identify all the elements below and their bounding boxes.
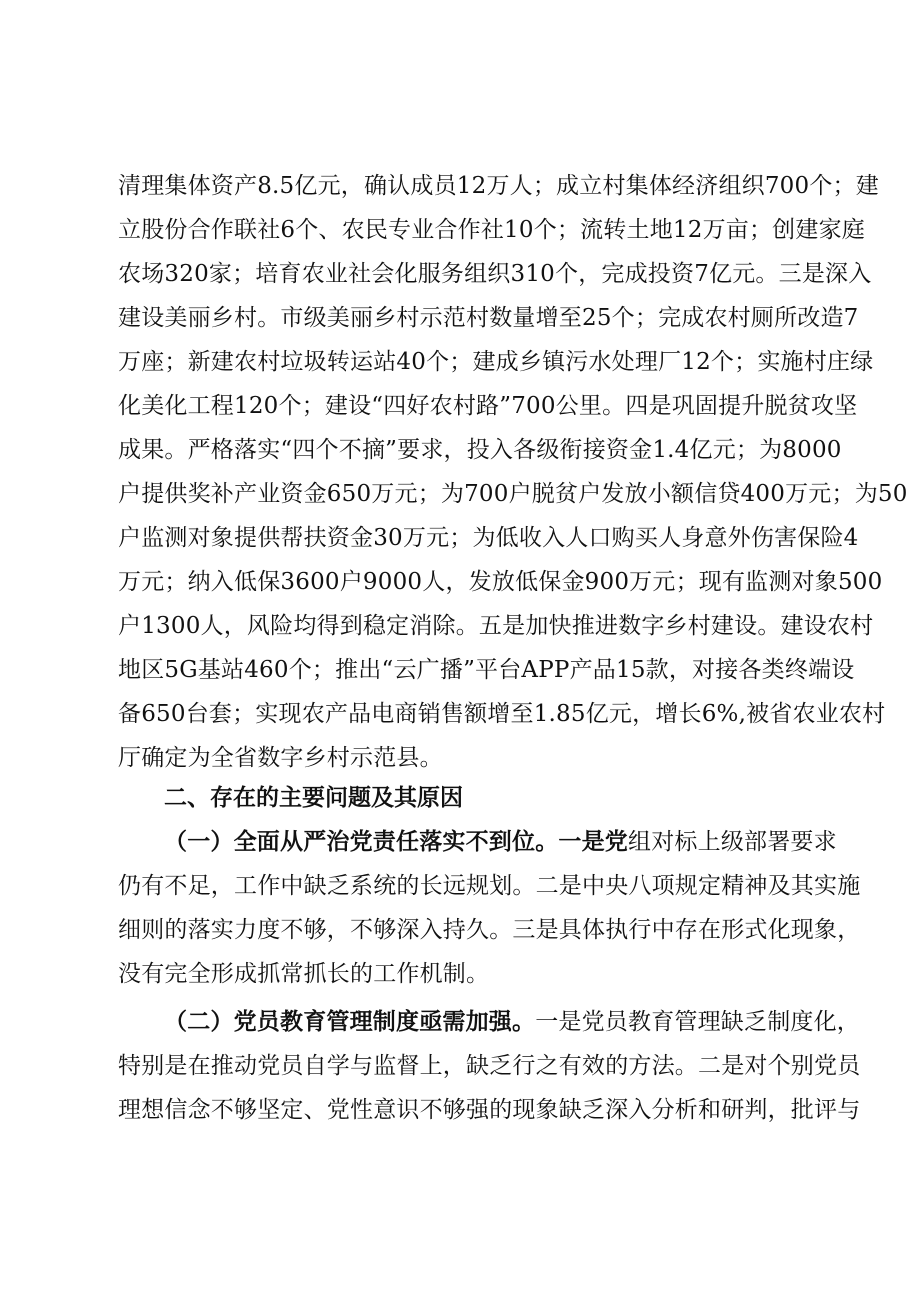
- text-line: 地区5G基站460个；推出“云广播”平台APP产品15款，对接各类终端设: [118, 657, 855, 683]
- text-line: 立股份合作联社6个、农民专业合作社10个；流转土地12万亩；创建家庭: [118, 217, 865, 243]
- text-line: 厅确定为全省数字乡村示范县。: [118, 745, 443, 771]
- text-line: 化美化工程120个；建设“四好农村路”700公里。四是巩固提升脱贫攻坚: [118, 393, 858, 419]
- text-line: 万座；新建农村垃圾转运站40个；建成乡镇污水处理厂12个；实施村庄绿: [118, 349, 874, 375]
- text-line: 特别是在推动党员自学与监督上，缺乏行之有效的方法。二是对个别党员: [118, 1053, 861, 1079]
- text-line: 理想信念不够坚定、党性意识不够强的现象缺乏深入分析和研判，批评与: [118, 1097, 861, 1123]
- item-1-lead: 一是党: [558, 829, 629, 855]
- text-line: 户监测对象提供帮扶资金30万元；为低收入人口购买人身意外伤害保险4: [118, 525, 859, 551]
- text-line: 农场320家；培育农业社会化服务组织310个，完成投资7亿元。三是深入: [118, 261, 872, 287]
- section-heading: 二、存在的主要问题及其原因: [164, 785, 463, 811]
- text-line: 没有完全形成抓常抓长的工作机制。: [118, 961, 490, 987]
- text-line: 清理集体资产8.5亿元，确认成员12万人；成立村集体经济组织700个；建: [118, 173, 879, 199]
- text-line: 建设美丽乡村。市级美丽乡村示范村数量增至25个；完成农村厕所改造7: [118, 305, 859, 331]
- text-line: 户提供奖补产业资金650万元；为700户脱贫户发放小额信贷400万元；为50: [118, 481, 908, 507]
- text-line: 户1300人，风险均得到稳定消除。五是加快推进数字乡村建设。建设农村: [118, 613, 874, 639]
- item-1-title: （一）全面从严治党责任落实不到位。: [164, 829, 559, 855]
- item-2-title: （二）党员教育管理制度亟需加强。: [164, 1009, 536, 1035]
- item-2-line1-rest: 一是党员教育管理缺乏制度化，: [535, 1009, 861, 1035]
- item-2-first-line: [164, 1000, 861, 1044]
- text-line: 成果。严格落实“四个不摘”要求，投入各级衔接资金1.4亿元；为8000: [118, 437, 842, 463]
- text-line: 仍有不足，工作中缺乏系统的长远规划。二是中央八项规定精神及其实施: [118, 873, 861, 899]
- item-1-first-line: [164, 820, 837, 864]
- text-line: 万元；纳入低保3600户9000人，发放低保金900万元；现有监测对象500: [118, 569, 883, 595]
- text-line: 备650台套；实现农产品电商销售额增至1.85亿元，增长6%,被省农业农村: [118, 701, 886, 727]
- text-line: 细则的落实力度不够，不够深入持久。三是具体执行中存在形式化现象，: [118, 917, 861, 943]
- item-1-line1-rest: 组对标上级部署要求: [628, 829, 837, 855]
